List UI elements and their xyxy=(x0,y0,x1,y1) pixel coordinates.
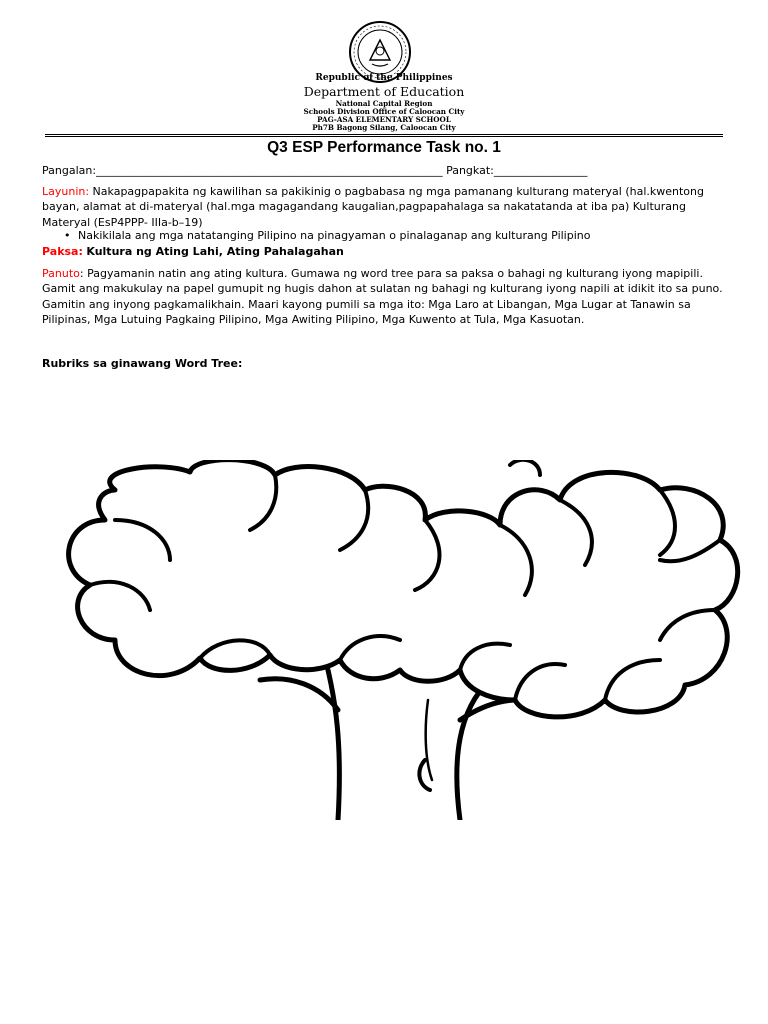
section-field[interactable]: _________________ xyxy=(493,164,588,177)
objective-label: Layunin: xyxy=(42,185,90,198)
objective-text: Nakapagpapakita ng kawilihan sa pakikinig o pagbabasa ng mga pamanang kulturang materyal (hal.kwentong bayan, alamat at di-materyal (hal.mga magagandang kaugalian,pagpapahalaga sa nakatatanda at iba pa) Kulturang Materyal (EsP4PPP- IIIa-b–19) xyxy=(42,185,704,229)
bullet-icon: • xyxy=(64,229,71,242)
header-republic: Republic of the Philippines xyxy=(315,73,453,83)
instructions-label: Panuto xyxy=(42,267,80,280)
header-division: Schools Division Office of Caloocan City xyxy=(303,107,465,116)
instructions-text: : Pagyamanin natin ang ating kultura. Gumawa ng word tree para sa paksa o bahagi ng kulturang iyong mapipili. Gamit ang makukulay na papel gumupit ng hugis dahon at sulatan ng bahagi ng kulturang iyong napili at idikit ito sa puno. Gamitin ang inyong pagkamalikhain. Maari kayong pumili sa mga ito: Mga Laro at Libangan, Mga Lugar at Tanawin sa Pilipinas, Mga Lutuing Pagkaing Pilipino, Mga Awiting Pilipino, Mga Kuwento at Tula, Mga Kasuotan. xyxy=(42,267,723,327)
instructions-paragraph xyxy=(42,266,732,328)
objective-bullet-text: Nakikilala ang mga natatanging Pilipino na pinagyaman o pinalaganap ang kulturang Pilipino xyxy=(78,229,591,242)
header-department: Department of Education xyxy=(303,84,465,99)
name-label: Pangalan: xyxy=(42,164,97,177)
header-divider xyxy=(45,134,723,135)
topic-label: Paksa: xyxy=(42,245,83,258)
name-section-row xyxy=(42,163,732,178)
name-field[interactable]: _______________________________________________________________ xyxy=(96,164,443,177)
tree-outline-icon xyxy=(20,460,748,820)
rubric-label: Rubriks sa ginawang Word Tree: xyxy=(42,357,243,370)
header-address: Ph7B Bagong Silang, Caloocan City xyxy=(312,123,456,132)
topic-row xyxy=(42,244,732,259)
objective-paragraph xyxy=(42,184,732,230)
topic-text: Kultura ng Ating Lahi, Ating Pahalagahan xyxy=(86,245,344,258)
header-region: National Capital Region xyxy=(335,99,433,108)
section-label: Pangkat: xyxy=(446,164,494,177)
page-title: Q3 ESP Performance Task no. 1 xyxy=(267,139,501,156)
objective-bullet xyxy=(64,229,738,242)
header-school: PAG-ASA ELEMENTARY SCHOOL xyxy=(317,115,451,124)
header-divider-second xyxy=(45,136,723,137)
